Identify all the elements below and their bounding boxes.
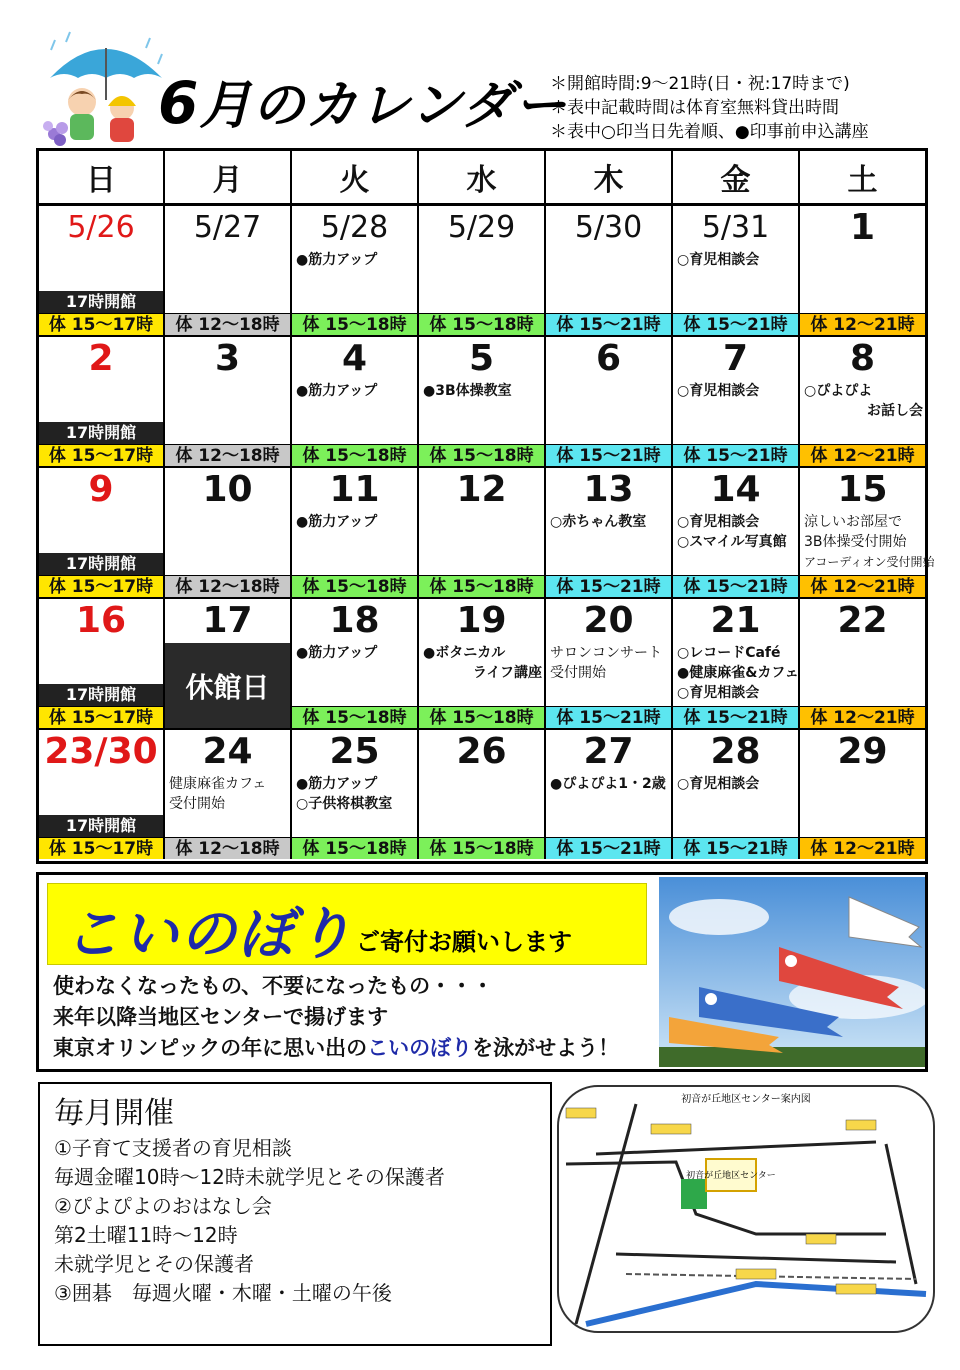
koinobori-subtitle: ご寄付お願いします bbox=[356, 928, 572, 956]
day-number: 21 bbox=[710, 600, 761, 641]
day-number: 7 bbox=[722, 338, 749, 379]
day-number: 14 bbox=[710, 469, 761, 510]
monthly-events-box bbox=[38, 1082, 552, 1346]
closed-day-badge: 休館日 bbox=[165, 643, 290, 728]
event-item: ●3B体操教室 bbox=[423, 383, 512, 399]
calendar-day bbox=[165, 599, 292, 728]
event-item: 3B体操受付開始 bbox=[804, 534, 907, 550]
day-number: 5 bbox=[468, 338, 495, 379]
gym-hours: 体 15～18時 bbox=[292, 444, 417, 466]
gym-hours: 体 15～21時 bbox=[546, 706, 671, 728]
koinobori-photo bbox=[659, 877, 925, 1067]
day-number: 18 bbox=[329, 600, 380, 641]
opens-17-badge: 17時開館 bbox=[39, 422, 163, 444]
calendar-day bbox=[39, 730, 165, 859]
day-number: 28 bbox=[710, 731, 761, 772]
day-number: 1 bbox=[849, 207, 876, 248]
gym-hours: 体 15～21時 bbox=[546, 313, 671, 335]
day-number: 27 bbox=[583, 731, 634, 772]
gym-hours: 体 15～18時 bbox=[292, 575, 417, 597]
day-number: 5/28 bbox=[320, 210, 389, 245]
calendar-day bbox=[39, 599, 165, 728]
calendar-day bbox=[419, 730, 546, 859]
event-item: 健康麻雀カフェ bbox=[169, 776, 267, 792]
day-events bbox=[550, 512, 669, 532]
monthly-line: 未就学児とその保護者 bbox=[54, 1252, 254, 1276]
weekday-label: 日 bbox=[39, 151, 165, 203]
koinobori-banner bbox=[36, 872, 928, 1072]
gym-hours: 体 15～21時 bbox=[673, 837, 798, 859]
opens-17-badge: 17時開館 bbox=[39, 291, 163, 313]
weekday-label: 木 bbox=[546, 151, 673, 203]
event-item: ●筋力アップ bbox=[296, 252, 378, 268]
calendar-week bbox=[39, 468, 935, 599]
calendar-day bbox=[39, 468, 165, 597]
gym-hours: 体 15～17時 bbox=[39, 444, 163, 466]
day-events bbox=[296, 381, 415, 401]
day-number: 20 bbox=[583, 600, 634, 641]
event-item: 受付開始 bbox=[169, 796, 225, 812]
calendar-day bbox=[292, 206, 419, 335]
day-number: 29 bbox=[837, 731, 888, 772]
day-events bbox=[296, 512, 415, 532]
event-item: ●筋力アップ bbox=[296, 645, 378, 661]
monthly-title: 毎月開催 bbox=[54, 1096, 174, 1131]
day-number: 25 bbox=[329, 731, 380, 772]
day-number: 3 bbox=[214, 338, 241, 379]
event-item: ●ボタニカル bbox=[423, 645, 506, 661]
gym-hours: 体 12～18時 bbox=[165, 444, 290, 466]
day-number: 11 bbox=[329, 469, 380, 510]
calendar-day bbox=[165, 468, 292, 597]
day-events bbox=[423, 643, 542, 683]
day-events bbox=[677, 774, 796, 794]
event-item: サロンコンサート bbox=[550, 645, 662, 661]
day-number: 5/26 bbox=[67, 210, 135, 245]
gym-hours: 体 15～18時 bbox=[419, 837, 544, 859]
access-map bbox=[556, 1084, 936, 1334]
calendar-day bbox=[546, 730, 673, 859]
day-events bbox=[296, 774, 415, 814]
day-number: 24 bbox=[202, 731, 253, 772]
day-events bbox=[677, 512, 796, 552]
note-gym: ＊表中記載時間は体育室無料貸出時間 bbox=[550, 98, 839, 118]
map-center-label: 初音が丘地区センター bbox=[686, 1171, 776, 1181]
gym-hours: 体 15～18時 bbox=[419, 313, 544, 335]
calendar-week bbox=[39, 206, 925, 337]
gym-hours: 体 15～21時 bbox=[546, 837, 671, 859]
day-number: 23/30 bbox=[44, 731, 158, 772]
calendar-day bbox=[673, 337, 800, 466]
gym-hours: 体 15～21時 bbox=[673, 706, 798, 728]
umbrella-children-illustration bbox=[40, 30, 170, 150]
event-item: ●筋力アップ bbox=[296, 383, 378, 399]
day-number: 13 bbox=[583, 469, 634, 510]
calendar-day bbox=[800, 206, 925, 335]
calendar-day bbox=[419, 599, 546, 728]
calendar-day bbox=[419, 468, 546, 597]
opens-17-badge: 17時開館 bbox=[39, 684, 163, 706]
event-item: ○育児相談会 bbox=[677, 514, 760, 530]
day-number: 19 bbox=[456, 600, 507, 641]
day-events bbox=[550, 774, 669, 794]
note-marks: ＊表中○印当日先着順、●印事前申込講座 bbox=[550, 122, 869, 142]
calendar-day bbox=[673, 206, 800, 335]
day-number: 22 bbox=[837, 600, 888, 641]
gym-hours: 体 15～17時 bbox=[39, 706, 163, 728]
gym-hours: 体 15～21時 bbox=[673, 313, 798, 335]
gym-hours: 体 15～18時 bbox=[292, 837, 417, 859]
message-line-1: 使わなくなったもの、不要になったもの・・・ bbox=[53, 974, 494, 998]
event-item: ●筋力アップ bbox=[296, 514, 378, 530]
gym-hours: 体 15～18時 bbox=[292, 706, 417, 728]
gym-hours: 体 15～18時 bbox=[419, 444, 544, 466]
day-number: 6 bbox=[595, 338, 622, 379]
calendar-day bbox=[546, 206, 673, 335]
day-number: 5/29 bbox=[447, 210, 516, 245]
page-title: 6月のカレンダー bbox=[158, 69, 567, 137]
weekday-header bbox=[39, 151, 925, 206]
calendar-day bbox=[546, 337, 673, 466]
calendar-day bbox=[419, 337, 546, 466]
gym-hours: 体 15～17時 bbox=[39, 575, 163, 597]
gym-hours: 体 15～17時 bbox=[39, 837, 163, 859]
koinobori-message bbox=[53, 971, 619, 1064]
gym-hours: 体 12～21時 bbox=[800, 444, 925, 466]
gym-hours: 体 12～21時 bbox=[800, 313, 925, 335]
calendar-day bbox=[546, 468, 673, 597]
event-item: ○育児相談会 bbox=[677, 776, 760, 792]
event-item: アコーディオン受付開始 bbox=[804, 555, 935, 569]
event-item: ●筋力アップ bbox=[296, 776, 378, 792]
day-number: 17 bbox=[202, 600, 253, 641]
koinobori-title: こいのぼり bbox=[64, 902, 354, 967]
koinobori-title-box bbox=[47, 883, 647, 965]
calendar-day bbox=[292, 730, 419, 859]
event-item: ○スマイル写真館 bbox=[677, 534, 787, 550]
calendar-day bbox=[673, 599, 800, 728]
event-item: お話し会 bbox=[867, 403, 923, 419]
event-item: ●健康麻雀&カフェ bbox=[677, 665, 799, 681]
message-line-3: 東京オリンピックの年に思い出のこいのぼりを泳がせよう！ bbox=[53, 1036, 620, 1060]
weekday-label: 火 bbox=[292, 151, 419, 203]
day-number: 12 bbox=[456, 469, 507, 510]
event-item: 受付開始 bbox=[550, 665, 606, 681]
monthly-line: ②ぴよぴよのおはなし会 bbox=[54, 1194, 272, 1218]
day-number: 2 bbox=[88, 338, 114, 379]
gym-hours: 体 15～21時 bbox=[546, 444, 671, 466]
calendar-day bbox=[546, 599, 673, 728]
day-events bbox=[677, 381, 796, 401]
event-item: ○ぴよぴよ bbox=[804, 383, 873, 399]
event-item: ○育児相談会 bbox=[677, 383, 760, 399]
day-number: 8 bbox=[849, 338, 876, 379]
gym-hours: 体 15～21時 bbox=[673, 444, 798, 466]
day-number: 9 bbox=[88, 469, 114, 510]
calendar-day bbox=[292, 468, 419, 597]
event-item: ○赤ちゃん教室 bbox=[550, 514, 647, 530]
monthly-line: ①子育て支援者の育児相談 bbox=[54, 1136, 292, 1160]
monthly-line: 第2土曜11時～12時 bbox=[54, 1223, 238, 1247]
gym-hours: 体 15～21時 bbox=[673, 575, 798, 597]
calendar-day bbox=[39, 337, 165, 466]
gym-hours: 体 12～21時 bbox=[800, 706, 925, 728]
calendar-day bbox=[800, 337, 925, 466]
header-notes bbox=[550, 72, 869, 144]
calendar-week bbox=[39, 337, 925, 468]
day-events bbox=[296, 250, 415, 270]
day-events bbox=[677, 643, 799, 703]
gym-hours: 体 12～21時 bbox=[800, 837, 925, 859]
gym-hours: 体 15～21時 bbox=[546, 575, 671, 597]
day-events bbox=[804, 512, 935, 572]
calendar-day bbox=[800, 468, 935, 597]
event-item: ●ぴよぴよ1・2歳 bbox=[550, 776, 666, 792]
day-events bbox=[550, 643, 669, 683]
message-line-2: 来年以降当地区センターで揚げます bbox=[53, 1005, 389, 1029]
day-number: 15 bbox=[837, 469, 888, 510]
day-number: 5/30 bbox=[574, 210, 643, 245]
event-item: ○子供将棋教室 bbox=[296, 796, 393, 812]
calendar-day bbox=[800, 599, 925, 728]
calendar-week bbox=[39, 730, 925, 861]
gym-hours: 体 12～18時 bbox=[165, 313, 290, 335]
event-item: ○レコードCafé bbox=[677, 645, 781, 661]
day-events bbox=[296, 643, 415, 663]
june-calendar bbox=[36, 148, 935, 864]
calendar-day bbox=[673, 730, 800, 859]
day-number: 26 bbox=[456, 731, 507, 772]
event-item: 涼しいお部屋で bbox=[804, 514, 902, 530]
calendar-day bbox=[165, 206, 292, 335]
weekday-label: 土 bbox=[847, 163, 878, 198]
weekday-label: 水 bbox=[419, 151, 546, 203]
calendar-day bbox=[292, 599, 419, 728]
gym-hours: 体 15～18時 bbox=[419, 575, 544, 597]
calendar-week bbox=[39, 599, 925, 730]
day-events bbox=[677, 250, 796, 270]
gym-hours: 体 15～18時 bbox=[292, 313, 417, 335]
gym-hours: 体 15～17時 bbox=[39, 313, 163, 335]
day-number: 16 bbox=[75, 600, 127, 641]
day-number: 5/31 bbox=[701, 210, 770, 245]
event-item: ○育児相談会 bbox=[677, 685, 760, 701]
gym-hours: 体 12～21時 bbox=[800, 575, 925, 597]
calendar-day bbox=[39, 206, 165, 335]
day-events bbox=[804, 381, 923, 421]
day-number: 5/27 bbox=[193, 210, 262, 245]
calendar-day bbox=[419, 206, 546, 335]
note-hours: ＊開館時間:9～21時(日・祝:17時まで) bbox=[550, 74, 850, 94]
day-events bbox=[169, 774, 288, 814]
gym-hours: 体 12～18時 bbox=[165, 837, 290, 859]
calendar-day bbox=[292, 337, 419, 466]
monthly-line: ③囲碁 毎週火曜・木曜・土曜の午後 bbox=[54, 1281, 392, 1305]
calendar-day bbox=[165, 337, 292, 466]
event-item: ○育児相談会 bbox=[677, 252, 760, 268]
day-number: 10 bbox=[202, 469, 253, 510]
gym-hours: 体 15～18時 bbox=[419, 706, 544, 728]
event-item: ライフ講座 bbox=[472, 665, 542, 681]
calendar-day bbox=[673, 468, 800, 597]
opens-17-badge: 17時開館 bbox=[39, 553, 163, 575]
weekday-label: 金 bbox=[673, 151, 800, 203]
map-title: 初音が丘地区センター案内図 bbox=[681, 1094, 811, 1105]
gym-hours: 体 12～18時 bbox=[165, 575, 290, 597]
day-events bbox=[423, 381, 542, 401]
weekday-label: 月 bbox=[165, 151, 292, 203]
calendar-day bbox=[165, 730, 292, 859]
monthly-line: 毎週金曜10時～12時未就学児とその保護者 bbox=[54, 1165, 445, 1189]
opens-17-badge: 17時開館 bbox=[39, 815, 163, 837]
day-number: 4 bbox=[341, 338, 368, 379]
calendar-day bbox=[800, 730, 925, 859]
